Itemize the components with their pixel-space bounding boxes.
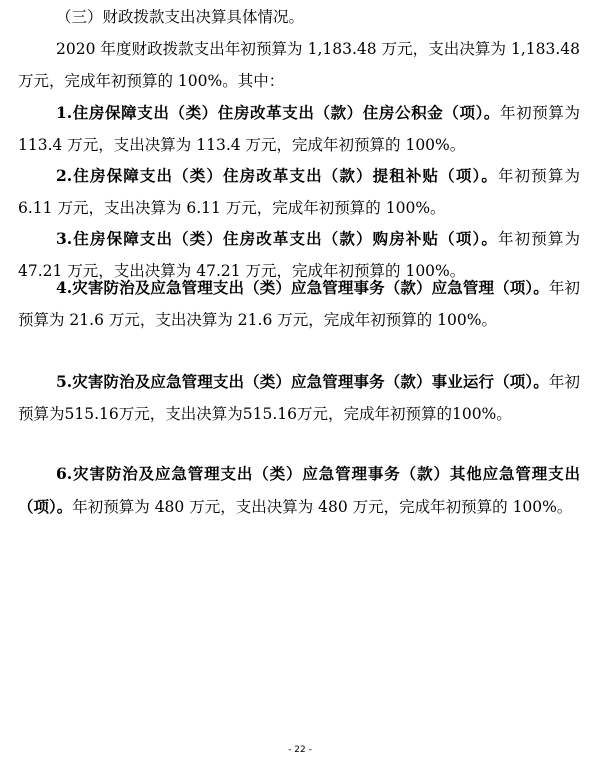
item-heading-1: 1.住房保障支出（类）住房改革支出（款）住房公积金（项）。 xyxy=(56,103,501,122)
item-body-5: 年初预算为515.16万元，支出决算为515.16万元，完成年初预算的100%。 xyxy=(18,373,580,423)
item-heading-6: 6.灾害防治及应急管理支出（类）应急管理事务（款）其他应急管理支出（项）。 xyxy=(18,464,580,516)
intro-paragraph: 2020 年度财政拨款支出年初预算为 1,183.48 万元，支出决算为 1,183.48 万元，完成年初预算的 100%。其中： xyxy=(18,40,580,90)
item-heading-4: 4.灾害防治及应急管理支出（类）应急管理事务（款）应急管理（项）。 xyxy=(56,278,549,297)
item-body-1: 年初预算为 113.4 万元，支出决算为 113.4 万元，完成年初预算的 100%。 xyxy=(18,104,580,154)
item-paragraph-4 xyxy=(18,272,580,336)
section-title: （三）财政拨款支出决算具体情况。 xyxy=(56,8,305,26)
item-heading-3: 3.住房保障支出（类）住房改革支出（款）购房补贴（项）。 xyxy=(56,229,498,248)
item-body-6: 年初预算为 480 万元，支出决算为 480 万元，完成年初预算的 100%。 xyxy=(72,497,573,516)
item-paragraph-6 xyxy=(18,458,580,523)
item-paragraph-5 xyxy=(18,366,580,430)
page-number: - 22 - xyxy=(288,745,312,755)
item-body-3: 年初预算为 47.21 万元，支出决算为 47.21 万元，完成年初预算的 100%。 xyxy=(18,230,580,280)
item-heading-2: 2.住房保障支出（类）住房改革支出（款）提租补贴（项）。 xyxy=(56,166,498,185)
item-body-2: 年初预算为 6.11 万元，支出决算为 6.11 万元，完成年初预算的 100%。 xyxy=(18,167,580,217)
item-body-4: 年初预算为 21.6 万元，支出决算为 21.6 万元，完成年初预算的 100%。 xyxy=(18,279,580,329)
item-paragraph-2 xyxy=(18,160,580,224)
item-heading-5: 5.灾害防治及应急管理支出（类）应急管理事务（款）事业运行（项）。 xyxy=(56,372,549,391)
item-paragraph-1 xyxy=(18,97,580,161)
